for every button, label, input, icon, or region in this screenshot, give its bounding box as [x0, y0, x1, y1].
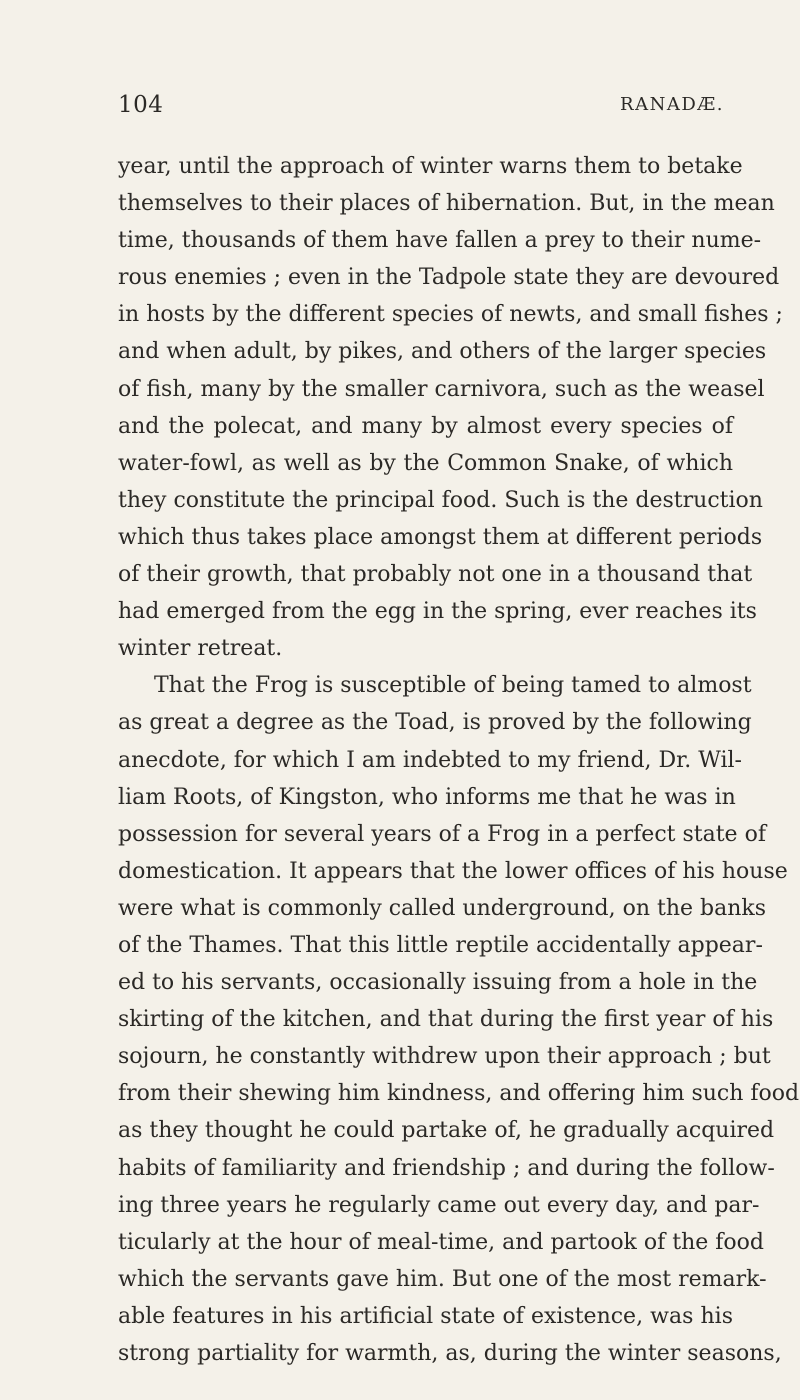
- text-line: themselves to their places of hibernation. But, in the mean: [118, 191, 775, 217]
- text-line: ed to his servants, occasionally issuing from a hole in the: [118, 970, 758, 996]
- text-line: had emerged from the egg in the spring, ever reaches its: [118, 599, 757, 625]
- page-number: 104: [118, 92, 164, 118]
- text-line: and the polecat, and many by almost every species of: [118, 413, 733, 439]
- running-title: RANADÆ.: [620, 94, 724, 115]
- text-line: sojourn, he constantly withdrew upon their approach ; but: [118, 1044, 771, 1070]
- text-line: ticularly at the hour of meal-time, and partook of the food: [118, 1229, 765, 1255]
- text-line: and when adult, by pikes, and others of the larger species: [118, 339, 767, 365]
- text-line: skirting of the kitchen, and that during the first year of his: [118, 1007, 774, 1033]
- paragraph-first-line: That the Frog is susceptible of being tamed to almost: [154, 673, 752, 699]
- text-line: year, until the approach of winter warns them to betake: [118, 154, 743, 179]
- text-line: they constitute the principal food. Such is the destruction: [118, 487, 763, 513]
- text-line: as they thought he could partake of, he gradually acquired: [118, 1118, 775, 1144]
- text-line: rous enemies ; even in the Tadpole state they are devoured: [118, 265, 780, 291]
- running-head: [118, 92, 730, 124]
- text-line: domestication. It appears that the lower offices of his house: [118, 858, 788, 884]
- text-line: which the servants gave him. But one of the most remark-: [118, 1266, 767, 1292]
- text-line: ing three years he regularly came out every day, and par-: [118, 1192, 760, 1218]
- paragraph-end-line: winter retreat.: [118, 636, 283, 662]
- body-text: [118, 148, 800, 1372]
- text-line: water-fowl, as well as by the Common Snake, of which: [118, 450, 733, 476]
- text-line: time, thousands of them have fallen a prey to their nume-: [118, 228, 762, 254]
- text-line: of the Thames. That this little reptile accidentally appear-: [118, 932, 763, 958]
- text-line: possession for several years of a Frog in a perfect state of: [118, 821, 766, 847]
- text-line: liam Roots, of Kingston, who informs me that he was in: [118, 784, 736, 810]
- text-line: strong partiality for warmth, as, during the winter seasons,: [118, 1341, 782, 1366]
- text-line: which thus takes place amongst them at different periods: [118, 524, 763, 550]
- text-line: from their shewing him kindness, and offering him such food: [118, 1081, 800, 1107]
- text-line: anecdote, for which I am indebted to my friend, Dr. Wil-: [118, 747, 742, 773]
- text-line: of their growth, that probably not one in a thousand that: [118, 562, 753, 588]
- text-line: able features in his artificial state of existence, was his: [118, 1303, 733, 1329]
- text-line: as great a degree as the Toad, is proved by the following: [118, 710, 752, 736]
- text-line: in hosts by the different species of newts, and small fishes ;: [118, 302, 783, 328]
- text-line: habits of familiarity and friendship ; and during the follow-: [118, 1155, 775, 1181]
- text-line: of fish, many by the smaller carnivora, such as the weasel: [118, 376, 765, 402]
- text-line: were what is commonly called underground, on the banks: [118, 895, 767, 921]
